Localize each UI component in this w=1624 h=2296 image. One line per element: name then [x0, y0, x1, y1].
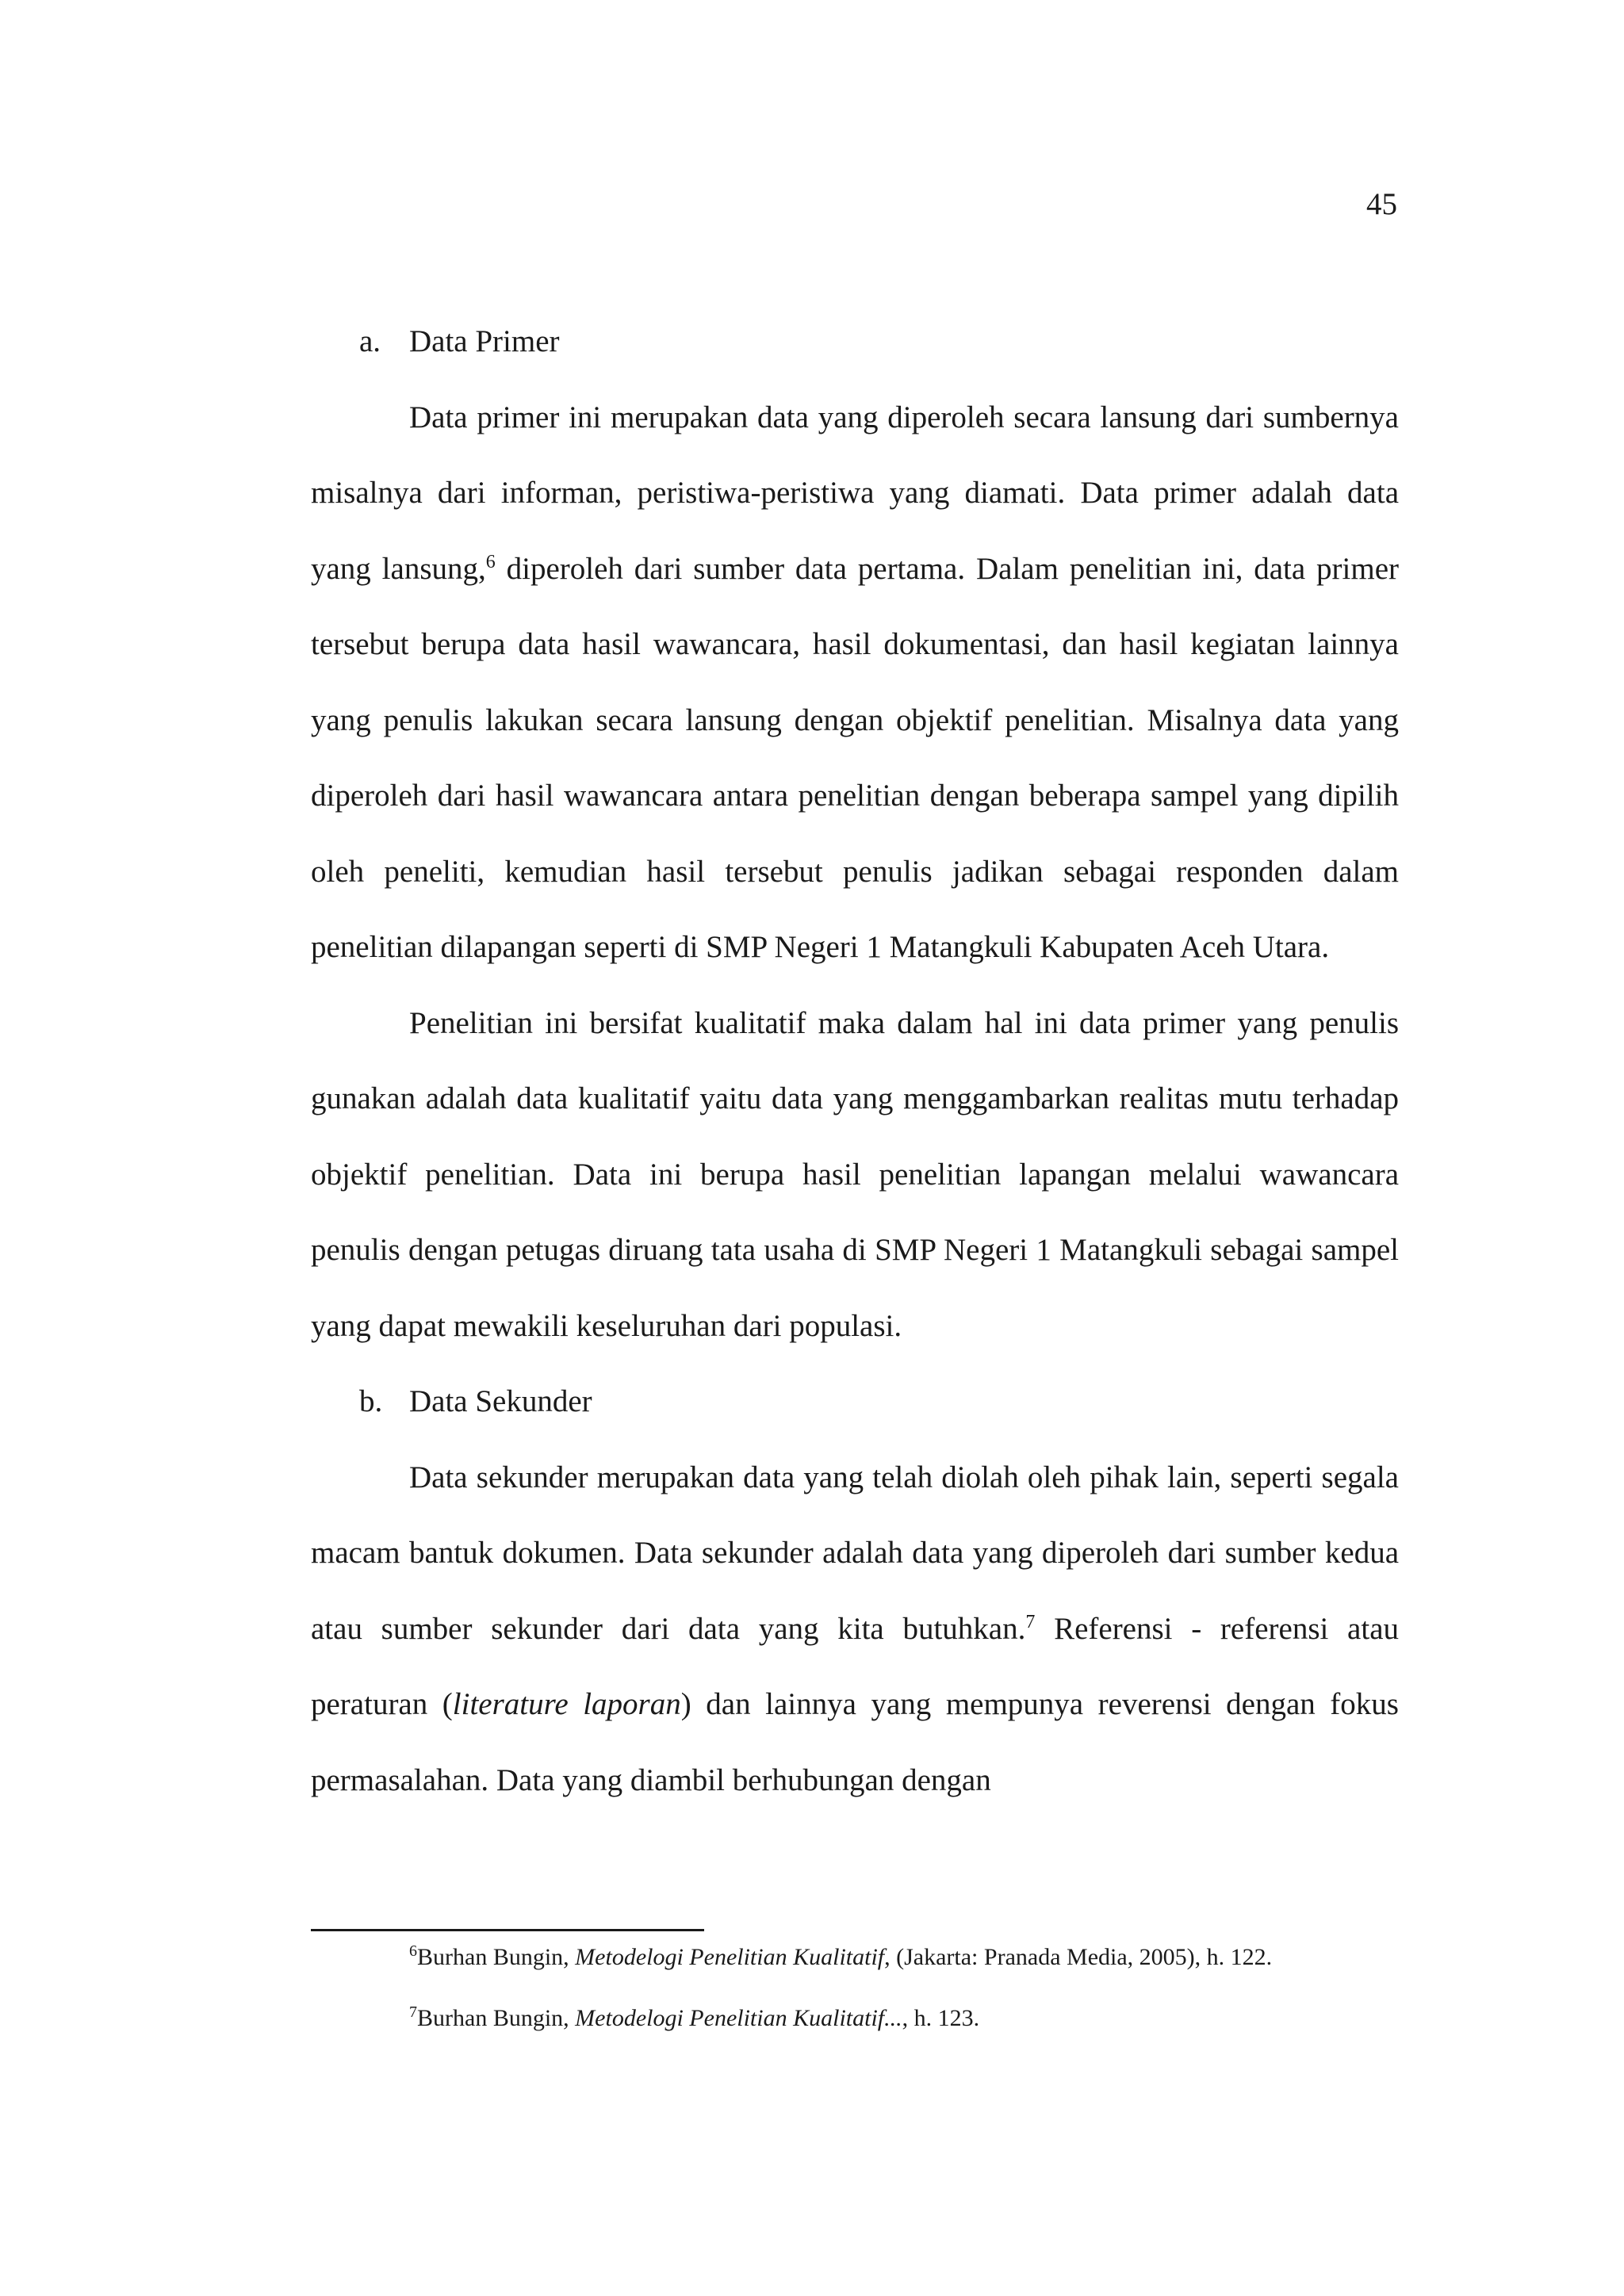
footnote-details: , h. 123. — [902, 2005, 980, 2031]
footnote-ref-7[interactable]: 7 — [1025, 1611, 1036, 1632]
page-number: 45 — [1366, 187, 1397, 221]
footnote-title: Metodelogi Penelitian Kualitatif... — [575, 2005, 902, 2031]
footnote-title: Metodelogi Penelitian Kualitatif — [575, 1944, 885, 1970]
paragraph-a1 — [311, 380, 1399, 985]
footnote-number: 6 — [409, 1942, 417, 1960]
footnote-7 — [311, 2000, 1399, 2036]
section-heading-a — [311, 304, 1399, 380]
body-text — [311, 304, 1399, 1818]
paragraph-a2: Penelitian ini bersifat kualitatif maka dalam hal ini data primer yang penulis gunakan adalah data kualitatif yaitu data yang menggambarkan realitas mutu terhadap objektif penelitian. Data ini berupa hasil penelitian lapangan melalui wawancara penulis dengan petugas diruang tata usaha di SMP Negeri 1 Matangkuli sebagai sampel yang dapat mewakili keseluruhan dari populasi. — [311, 1005, 1399, 1343]
paragraph-b1 — [311, 1440, 1399, 1819]
paragraph-b1-text-2: Referensi - referensi atau peraturan ( — [311, 1611, 1400, 1721]
footnote-separator — [311, 1929, 704, 1931]
paragraph-b1-text-3: ) dan lainnya yang mempunya reverensi dengan fokus permasalahan. Data yang diambil berhubungan dengan — [311, 1687, 1399, 1797]
footnote-details: , (Jakarta: Pranada Media, 2005), h. 122. — [884, 1944, 1273, 1970]
section-title-a: Data Primer — [409, 324, 560, 358]
footnote-author: Burhan Bungin, — [417, 1944, 576, 1970]
section-heading-b — [311, 1364, 1399, 1440]
paragraph-b1-italic: literature laporan — [452, 1687, 681, 1721]
section-label-b: b. — [359, 1384, 383, 1418]
footnote-author: Burhan Bungin, — [417, 2005, 576, 2031]
footnote-number: 7 — [409, 2003, 417, 2021]
footnote-6 — [311, 1939, 1399, 1975]
paragraph-a1-text-1: Data primer ini merupakan data yang diperoleh secara lansung dari sumbernya misalnya dari informan, peristiwa-peristiwa yang diamati. Data primer adalah data yang lansung, — [311, 400, 1399, 586]
paragraph-b1-text-1: Data sekunder merupakan data yang telah diolah oleh pihak lain, seperti segala macam bantuk dokumen. Data sekunder adalah data yang diperoleh dari sumber kedua atau sumber sekunder dari data yang kita butuhkan. — [311, 1460, 1399, 1646]
footnotes — [311, 1939, 1399, 2061]
footnote-ref-6[interactable]: 6 — [485, 551, 496, 572]
paragraph-a1-text-2: diperoleh dari sumber data pertama. Dalam penelitian ini, data primer tersebut berupa data hasil wawancara, hasil dokumentasi, dan hasil kegiatan lainnya yang penulis lakukan secara lansung dengan objektif penelitian. Misalnya data yang diperoleh dari hasil wawancara antara penelitian dengan beberapa sampel yang dipilih oleh peneliti, kemudian hasil tersebut penulis jadikan sebagai responden dalam penelitian dilapangan seperti di SMP Negeri 1 Matangkuli Kabupaten Aceh Utara. — [311, 551, 1399, 964]
section-label-a: a. — [359, 324, 381, 358]
section-title-b: Data Sekunder — [409, 1384, 592, 1418]
